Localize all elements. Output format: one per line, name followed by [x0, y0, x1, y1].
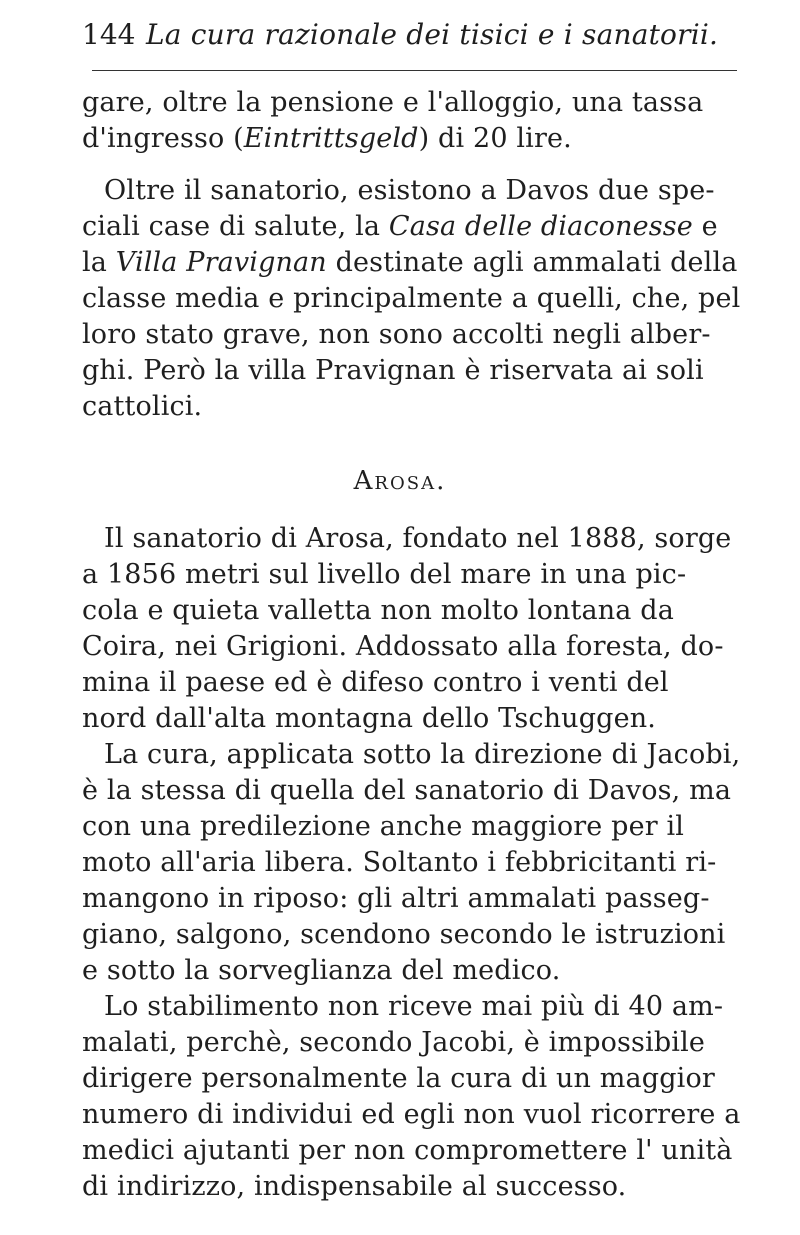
text-line: mangono in riposo: gli altri ammalati passeg- [82, 883, 710, 914]
text-span: e [692, 211, 718, 242]
text-line: nord dall'alta montagna dello Tschuggen. [82, 703, 656, 734]
text-line: classe media e principalmente a quelli, che, pel [82, 283, 741, 314]
italic-term: Casa delle diaconesse [388, 211, 693, 242]
text-line: a 1856 metri sul livello del mare in una pic- [82, 559, 687, 590]
text-line: cattolici. [82, 391, 203, 422]
text-line: Oltre il sanatorio, esistono a Davos due spe- [104, 175, 715, 206]
text-line [82, 209, 718, 245]
text-line [82, 121, 572, 157]
section-heading: Arosa. [353, 466, 447, 496]
text-line: giano, salgono, scendono secondo le istruzioni [82, 919, 726, 950]
text-line: La cura, applicata sotto la direzione di Jacobi, [104, 739, 741, 770]
text-line: cola e quieta valletta non molto lontana da [82, 595, 674, 626]
text-line: loro stato grave, non sono accolti negli alber- [82, 319, 711, 350]
text-line: di indirizzo, indispensabile al successo. [82, 1171, 627, 1202]
text-line: Coira, nei Grigioni. Addossato alla foresta, do- [82, 631, 724, 662]
text-span: ) di 20 lire. [418, 123, 572, 154]
italic-term: Villa Pravignan [115, 247, 327, 278]
text-span: ciali case di salute, la [82, 211, 389, 242]
text-line: ghi. Però la villa Pravignan è riservata ai soli [82, 355, 704, 386]
text-line: è la stessa di quella del sanatorio di Davos, ma [82, 775, 732, 806]
running-title: La cura razionale dei tisici e i sanatorii. [146, 18, 719, 51]
text-line: Lo stabilimento non riceve mai più di 40 am- [104, 991, 724, 1022]
text-line: Il sanatorio di Arosa, fondato nel 1888, sorge [104, 523, 732, 554]
page-header [82, 14, 742, 62]
page-number: 144 [82, 18, 136, 51]
text-line: medici ajutanti per non compromettere l' unità [82, 1135, 733, 1166]
text-span: destinate agli ammalati della [326, 247, 738, 278]
header-rule [92, 70, 737, 71]
text-line: gare, oltre la pensione e l'alloggio, una tassa [82, 87, 704, 118]
text-line [82, 245, 738, 281]
text-line: mina il paese ed è difeso contro i venti del [82, 667, 669, 698]
text-line: e sotto la sorveglianza del medico. [82, 955, 561, 986]
text-line: dirigere personalmente la cura di un maggior [82, 1063, 715, 1094]
text-line: con una predilezione anche maggiore per il [82, 811, 685, 842]
text-line: numero di individui ed egli non vuol ricorrere a [82, 1099, 741, 1130]
text-line: malati, perchè, secondo Jacobi, è impossibile [82, 1027, 705, 1058]
text-span: d'ingresso ( [82, 123, 244, 154]
text-line: moto all'aria libera. Soltanto i febbricitanti ri- [82, 847, 717, 878]
text-span: la [82, 247, 116, 278]
italic-term: Eintrittsgeld [243, 123, 419, 154]
